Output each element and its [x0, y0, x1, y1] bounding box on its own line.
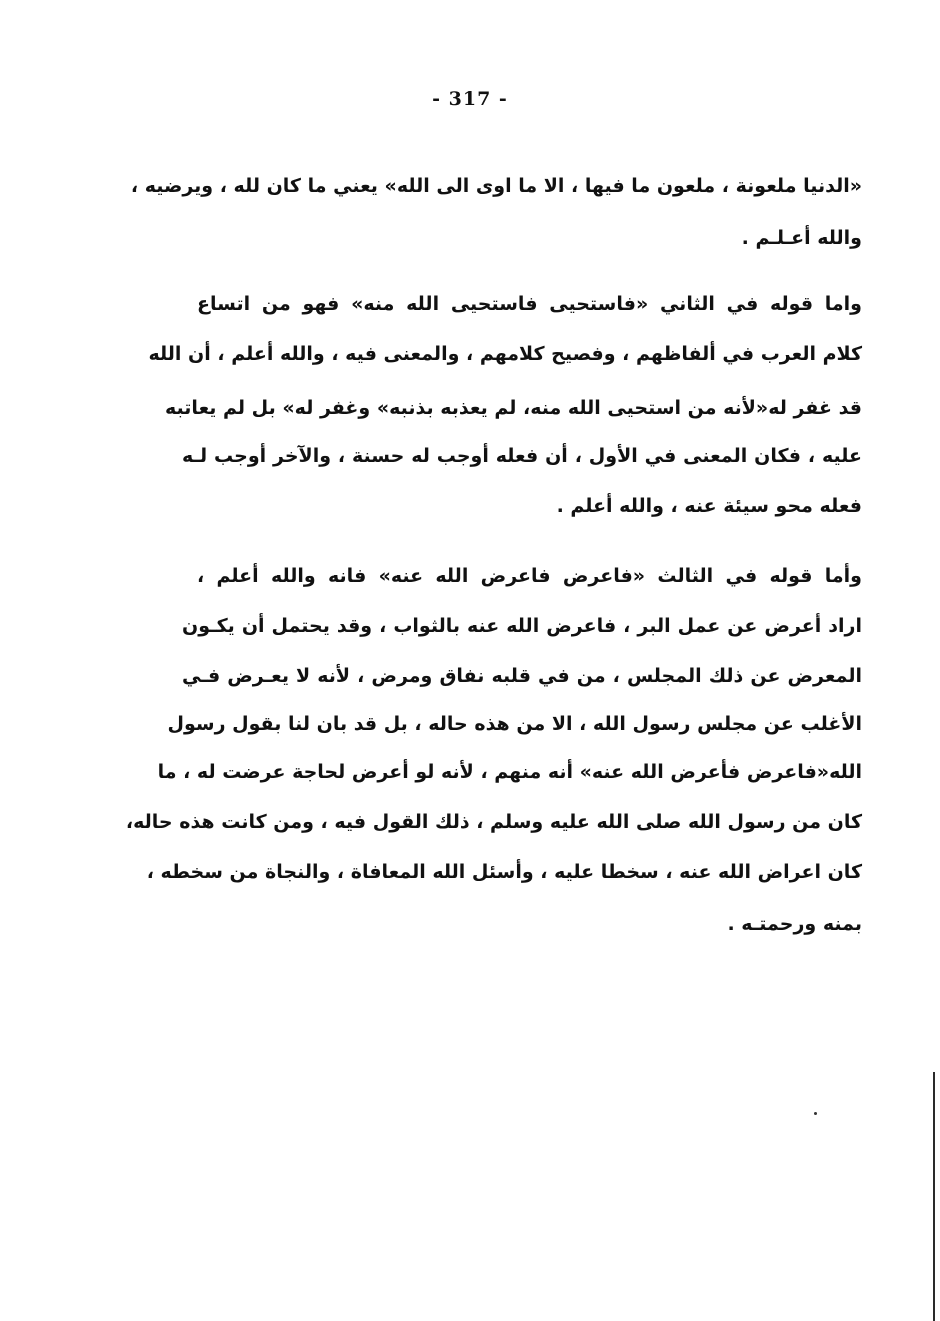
page-number: - 317 -	[432, 88, 508, 110]
text-line: وأما قوله في الثالث «فاعرض فاعرض الله عنه» فانه والله أعلم ،	[197, 565, 862, 587]
text-line: الأغلب عن مجلس رسول الله ، الا من هذه حاله ، بل قد بان لنا بقول رسول	[167, 713, 862, 735]
text-line: فعله محو سيئة عنه ، والله أعلم .	[556, 495, 862, 517]
text-line: كان اعراض الله عنه ، سخطا عليه ، وأسئل الله المعافاة ، والنجاة من سخطه ،	[146, 861, 862, 883]
text-line: اراد أعرض عن عمل البر ، فاعرض الله عنه بالثواب ، وقد يحتمل أن يكـون	[182, 615, 862, 637]
text-line: والله أعـلـم .	[741, 227, 862, 249]
text-line: قد غفر له«لأنه من استحيى الله منه، لم يعذبه بذنبه» وغفر له» بل لم يعاتبه	[165, 397, 862, 419]
scan-edge-line	[933, 1072, 935, 1321]
scan-speck	[814, 1112, 817, 1115]
text-line: كان من رسول الله صلى الله عليه وسلم ، ذلك القول فيه ، ومن كانت هذه حاله،	[125, 811, 862, 833]
text-line: المعرض عن ذلك المجلس ، من في قلبه نفاق ومرض ، لأنه لا يعـرض فـي	[182, 665, 862, 687]
text-line: بمنه ورحمتـه .	[727, 913, 862, 935]
text-line: «الدنيا ملعونة ، ملعون ما فيها ، الا ما اوى الى الله» يعني ما كان لله ، ويرضيه ،	[130, 175, 862, 197]
text-line: عليه ، فكان المعنى في الأول ، أن فعله أوجب له حسنة ، والآخر أوجب لـه	[182, 445, 862, 467]
text-line: واما قوله في الثاني «فاستحيى فاستحيى الله منه» فهو من اتساع	[197, 293, 862, 315]
text-line: الله«فاعرض فأعرض الله عنه» أنه منهم ، لأنه لو أعرض لحاجة عرضت له ، ما	[157, 761, 862, 783]
text-line: كلام العرب في ألفاظهم ، وفصيح كلامهم ، والمعنى فيه ، والله أعلم ، أن الله	[148, 343, 862, 365]
